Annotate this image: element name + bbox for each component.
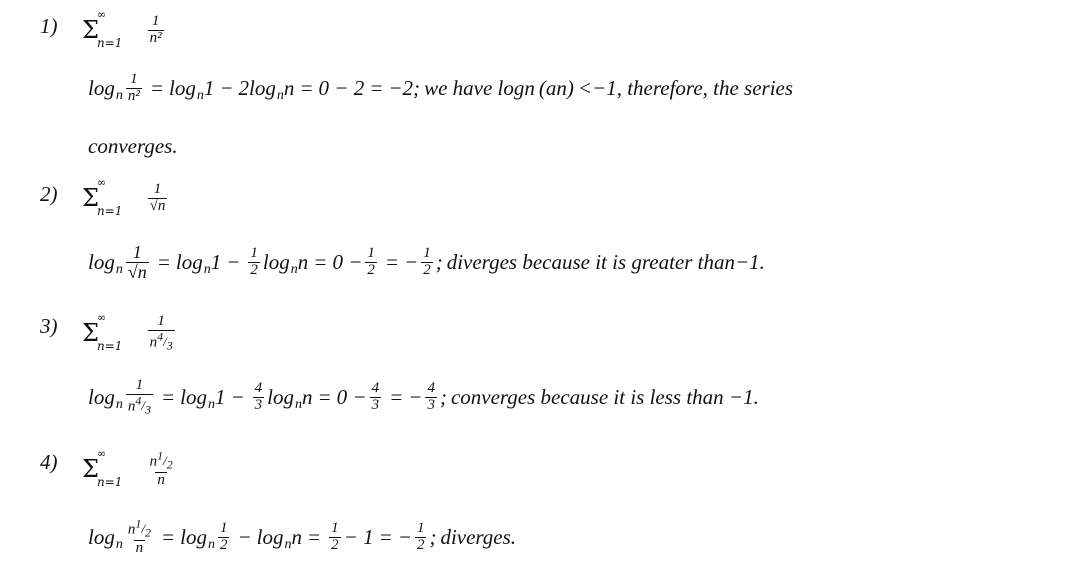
conclusion-text: diverges. (440, 524, 517, 549)
value-fraction (329, 521, 341, 554)
log-term-3 (262, 249, 298, 277)
log-term-2 (169, 75, 204, 103)
denominator-base: n (149, 334, 158, 351)
sigma-icon (82, 447, 143, 490)
series-upper-limit: ∞ (97, 8, 107, 22)
equals-sign: = (160, 384, 176, 409)
log-subscript: n (276, 87, 284, 103)
fraction-numerator: 4 (254, 379, 263, 396)
fraction-denominator: 3 (427, 396, 435, 413)
exponent-numerator: 1 (157, 449, 164, 463)
log-label: log (180, 384, 207, 409)
denominator-exponent: 4/3 (157, 329, 173, 353)
log-subscript: n (115, 536, 123, 552)
fraction-numerator: 1 (250, 245, 258, 262)
log-label: log (180, 524, 207, 549)
series-upper-limit: ∞ (97, 176, 107, 190)
problem-4-work (0, 518, 516, 556)
log-arg-fraction-1 (218, 521, 230, 554)
fraction-denominator: 2 (219, 536, 228, 553)
fraction-denominator: √n (127, 261, 147, 282)
log-label: log (88, 384, 115, 409)
log-term-3 (267, 384, 302, 412)
coefficient-fraction (253, 381, 265, 414)
fraction-numerator (148, 450, 175, 472)
fraction-denominator: n² (149, 29, 162, 46)
exponent-denominator: 2 (144, 525, 151, 540)
minus-sign: − (219, 75, 234, 100)
series-term-fraction (148, 182, 168, 215)
minus-sign: − (230, 384, 245, 409)
equals-sign-2: = (299, 75, 314, 100)
log-arg-2: n (283, 75, 295, 100)
negative-sign: − (408, 384, 423, 409)
equals-sign-2: = (313, 249, 328, 274)
equals-sign-2: = (317, 384, 332, 409)
log-label: log (256, 524, 284, 549)
log-term-3 (256, 524, 292, 552)
minus-sign: − (237, 524, 252, 549)
result-fraction (415, 521, 427, 554)
fraction-numerator: 1 (135, 377, 144, 393)
log-term-2 (180, 384, 215, 412)
sigma-glyph: Σ (82, 184, 99, 213)
log-argument-fraction (126, 378, 153, 416)
log-label: log (88, 75, 115, 100)
equals-sign-2: = (307, 524, 322, 549)
equals-sign-3: = (378, 524, 393, 549)
log-arg-1: 1 (210, 249, 222, 274)
log-term (88, 384, 123, 412)
fraction-denominator: n (157, 471, 165, 488)
problem-3-series (82, 311, 178, 354)
conclusion-text: diverges because it is greater than−1. (446, 249, 765, 274)
equals-sign: = (149, 75, 165, 100)
log-arg-2: n (297, 249, 309, 274)
tail-arg-end: ) (566, 75, 574, 100)
denominator-base: n (127, 398, 136, 415)
problem-3-number: 3) (40, 314, 58, 338)
numerator-base: n (149, 453, 158, 470)
problem-2-work (0, 243, 765, 282)
sigma-glyph: Σ (82, 16, 99, 45)
log-arg-1: 1 (203, 75, 215, 100)
numerator-exponent: 1/2 (157, 449, 173, 472)
log-subscript: n (115, 396, 123, 412)
result-value: −2; (388, 75, 421, 100)
log-label: log (249, 75, 276, 100)
problem-2-statement (0, 176, 170, 219)
fraction-numerator: 1 (153, 181, 162, 197)
result-fraction (421, 246, 433, 279)
sigma-icon (82, 176, 143, 219)
problem-4-number: 4) (40, 450, 58, 474)
negative-sign: − (397, 524, 412, 549)
log-arg-1: 1 (214, 384, 226, 409)
equals-sign-3: = (369, 75, 384, 100)
series-upper-limit: ∞ (97, 311, 107, 325)
log-arg-2: n (302, 384, 313, 409)
fraction-numerator: 1 (132, 242, 142, 262)
series-lower-limit: n=1 (97, 475, 123, 490)
zero-term: 0 − (332, 249, 363, 274)
sigma-glyph: Σ (82, 455, 99, 484)
fraction-numerator: 1 (423, 245, 431, 262)
problem-2-series (82, 176, 170, 219)
value-fraction (370, 381, 382, 414)
log-term (88, 249, 123, 277)
fraction-numerator: 1 (151, 13, 160, 29)
semicolon: ; (429, 524, 437, 549)
semicolon: ; (439, 384, 447, 409)
fraction-numerator: 1 (367, 245, 375, 262)
log-argument-fraction (126, 518, 153, 556)
value-expression: 0 − 2 (318, 75, 365, 100)
coefficient-fraction (248, 246, 260, 279)
problem-1-number: 1) (40, 14, 58, 38)
series-term-fraction (148, 14, 164, 47)
log-label: log (175, 249, 203, 274)
coefficient: 2 (238, 75, 250, 100)
log-argument-fraction (126, 72, 142, 105)
fraction-denominator (148, 330, 175, 353)
fraction-denominator: 2 (423, 261, 431, 278)
log-term (88, 75, 123, 103)
log-label: log (169, 75, 196, 100)
log-subscript: n (295, 396, 302, 412)
log-term-2 (175, 249, 211, 277)
log-subscript: n (115, 261, 123, 277)
fraction-numerator: 1 (219, 519, 228, 536)
tail-arg: (a (538, 75, 557, 100)
tail-subscript: n (524, 75, 535, 100)
log-subscript: n (207, 396, 215, 412)
log-subscript: n (196, 87, 204, 103)
fraction-denominator: 2 (367, 261, 375, 278)
exponent-numerator: 4 (157, 329, 164, 344)
log-label: log (267, 384, 294, 409)
log-argument-fraction (126, 243, 149, 282)
denominator-exponent: 4/3 (135, 393, 151, 417)
problem-1-conclusion: converges. (88, 134, 178, 158)
log-arg-2: n (291, 524, 302, 549)
minus-sign: − (226, 249, 241, 274)
fraction-denominator: n (135, 539, 144, 556)
fraction-denominator (126, 394, 153, 417)
fraction-numerator: 1 (130, 71, 138, 87)
series-lower-limit: n=1 (97, 36, 123, 51)
equals-sign: = (160, 524, 176, 549)
series-lower-limit: n=1 (97, 339, 123, 354)
fraction-denominator: n² (127, 87, 140, 104)
problem-1-work (0, 72, 1065, 105)
problem-2-number: 2) (40, 182, 58, 206)
fraction-numerator: 4 (371, 379, 380, 396)
exponent-denominator: 3 (166, 338, 173, 353)
exponent-numerator: 1 (135, 517, 142, 531)
result-fraction (425, 381, 437, 414)
equals-sign-3: = (384, 249, 400, 274)
fraction-numerator (126, 518, 153, 540)
minus-one: − 1 (343, 524, 374, 549)
problem-3-statement (0, 311, 178, 354)
equals-sign: = (156, 249, 171, 274)
fraction-denominator: 2 (331, 536, 339, 553)
fraction-numerator: 4 (427, 379, 435, 396)
log-term-2 (180, 524, 215, 552)
fraction-numerator: 1 (157, 313, 165, 329)
log-label: log (88, 524, 115, 549)
tail-relation: <−1, therefore, the series (577, 75, 794, 100)
exponent-denominator: 3 (144, 402, 151, 417)
problem-1-statement (0, 8, 167, 51)
problem-4-series (82, 447, 178, 490)
exponent-numerator: 4 (135, 393, 142, 408)
value-fraction (365, 246, 377, 279)
fraction-denominator: 3 (371, 396, 380, 413)
log-subscript: n (203, 261, 211, 277)
series-term-fraction (148, 314, 175, 352)
sigma-icon (82, 311, 143, 354)
fraction-denominator: 2 (416, 536, 425, 553)
problem-3-work (0, 378, 759, 416)
tail-text: we have log (424, 75, 525, 100)
log-term (88, 524, 123, 552)
zero-term: 0 − (336, 384, 367, 409)
log-label: log (88, 249, 115, 274)
sigma-glyph: Σ (82, 319, 99, 348)
fraction-denominator: 2 (250, 261, 258, 278)
tail-arg-subscript: n (556, 75, 567, 100)
numerator-exponent: 1/2 (135, 517, 151, 540)
problem-4-statement (0, 447, 178, 490)
log-subscript: n (284, 536, 292, 552)
fraction-denominator: √n (149, 197, 166, 214)
fraction-numerator: 1 (416, 519, 425, 536)
log-subscript: n (207, 536, 215, 552)
problem-1-series (82, 8, 167, 51)
log-subscript: n (290, 261, 298, 277)
numerator-base: n (127, 521, 136, 538)
fraction-numerator: 1 (331, 519, 339, 536)
series-upper-limit: ∞ (97, 447, 107, 461)
log-term-3 (249, 75, 284, 103)
log-subscript: n (115, 87, 123, 103)
negative-sign: − (404, 249, 419, 274)
series-term-fraction (148, 450, 175, 488)
semicolon: ; (435, 249, 443, 274)
exponent-denominator: 2 (166, 457, 173, 472)
series-lower-limit: n=1 (97, 204, 123, 219)
sigma-icon (82, 8, 143, 51)
log-label: log (262, 249, 290, 274)
conclusion-text: converges because it is less than −1. (450, 384, 759, 409)
equals-sign-3: = (389, 384, 404, 409)
fraction-denominator: 3 (254, 396, 263, 413)
